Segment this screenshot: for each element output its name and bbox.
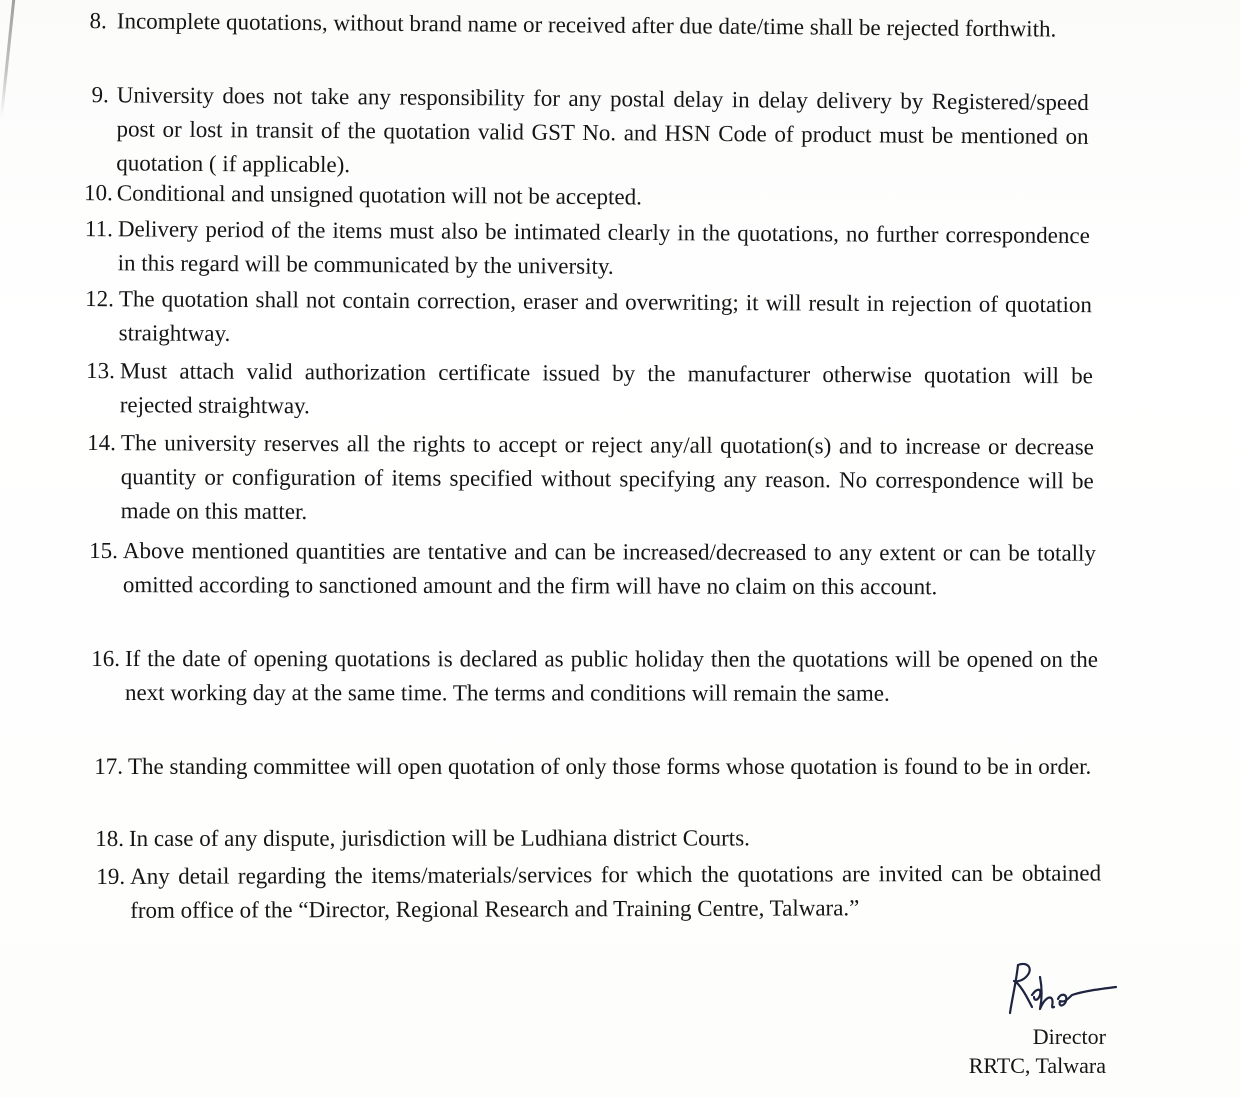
term-item-19: [87, 856, 1101, 930]
term-text: The quotation shall not contain correction, eraser and overwriting; it will result in rejection of quotation straightway.: [118, 286, 1092, 346]
term-item-18: [86, 821, 1100, 858]
term-number: 11.: [84, 216, 113, 242]
term-text: University does not take any responsibility for any postal delay in delay delivery by Registered/speed post or lost in transit of the quotation valid GST No. and HSN Code of product must be mentioned on quotation ( if applicable).: [116, 82, 1089, 178]
term-number: 9.: [91, 82, 109, 108]
term-text: Conditional and unsigned quotation will not be accepted.: [116, 180, 643, 210]
signatory-title: Director: [1032, 1024, 1106, 1049]
term-number: 17.: [94, 754, 123, 779]
term-item-8: [74, 4, 1085, 83]
term-item-14: [78, 426, 1094, 536]
term-text: In case of any dispute, jurisdiction will be Ludhiana district Courts.: [129, 825, 750, 851]
signature-block: [908, 955, 1108, 1085]
term-text: The standing committee will open quotation of only those forms whose quotation is found to be in order.: [128, 754, 1092, 779]
term-text: Must attach valid authorization certificate issued by the manufacturer otherwise quotation will be rejected straightway.: [119, 358, 1093, 419]
term-number: 12.: [85, 286, 114, 312]
term-text: If the date of opening quotations is declared as public holiday then the quotations will be opened on the next working day at the same time. The terms and conditions will remain the same.: [124, 646, 1098, 706]
term-number: 13.: [86, 358, 115, 384]
term-item-12: [76, 282, 1092, 358]
term-number: 15.: [89, 538, 118, 564]
term-item-16: [82, 642, 1098, 749]
term-number: 19.: [96, 863, 126, 889]
term-item-11: [75, 212, 1090, 289]
term-text: Delivery period of the items must also be intimated clearly in the quotations, no further correspondence in this regard will be communicated by the university.: [117, 216, 1090, 279]
term-text: The university reserves all the rights to accept or reject any/all quotation(s) and to increase or decrease quantity or configuration of items specified without specifying any reason. No correspondence will be made on this matter.: [120, 430, 1094, 525]
term-number: 14.: [87, 430, 116, 456]
term-number: 18.: [95, 825, 125, 851]
term-item-17: [85, 750, 1100, 820]
terms-list: [0, 4, 1240, 923]
term-item-15: [80, 534, 1096, 643]
term-number: 8.: [89, 8, 107, 34]
signatory-organization: RRTC, Talwara: [968, 1053, 1106, 1078]
term-text: Above mentioned quantities are tentative and can be increased/decreased to any extent or can be totally omitted according to sanctioned amount and the firm will have no claim on this account.: [122, 538, 1096, 600]
term-number: 16.: [91, 646, 120, 672]
term-item-9: [74, 78, 1089, 190]
term-text: Any detail regarding the items/materials/services for which the quotations are invited can be obtained from office of the “Director, Regional Research and Training Centre, Talwara.”: [130, 860, 1102, 923]
term-text: Incomplete quotations, without brand name or received after due date/time shall be rejected forthwith.: [116, 8, 1057, 42]
term-item-13: [77, 354, 1093, 429]
handwritten-signature: [988, 955, 1118, 1025]
term-number: 10.: [84, 180, 113, 206]
